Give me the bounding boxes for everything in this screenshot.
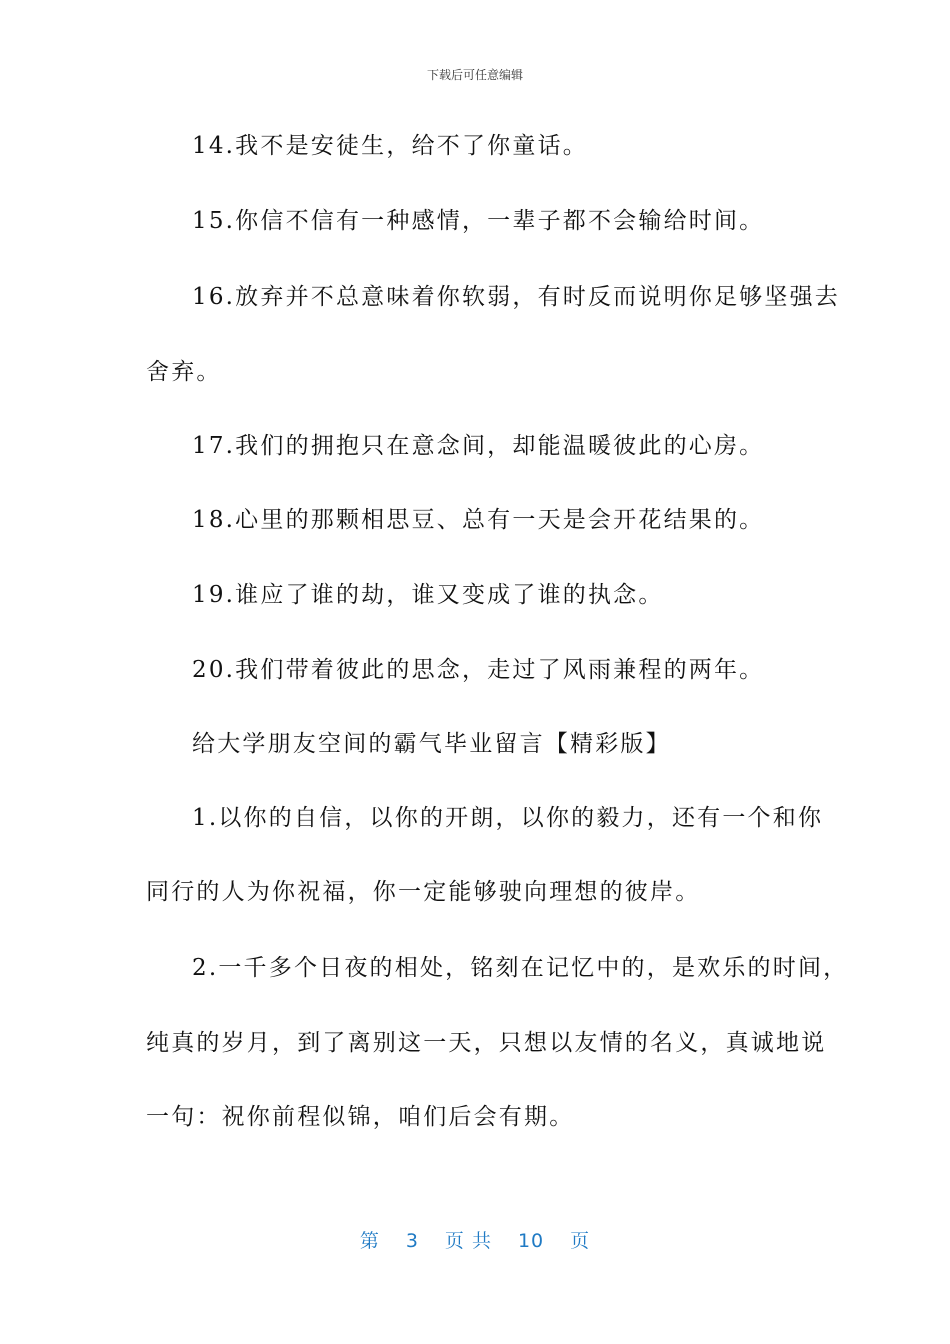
paragraph-line-1: 1.以你的自信，以你的开朗，以你的毅力，还有一个和你 <box>192 805 824 831</box>
page-number: 3 <box>405 1230 419 1252</box>
paragraph-line-1-cont: 同行的人为你祝福，你一定能够驶向理想的彼岸。 <box>146 879 701 905</box>
footer-prefix: 第 <box>359 1230 380 1252</box>
paragraph-line-18: 18.心里的那颗相思豆、总有一天是会开花结果的。 <box>192 507 765 533</box>
paragraph-line-15: 15.你信不信有一种感情，一辈子都不会输给时间。 <box>192 208 765 234</box>
paragraph-line-19: 19.谁应了谁的劫，谁又变成了谁的执念。 <box>192 582 664 608</box>
footer-middle: 页 共 <box>444 1230 492 1252</box>
paragraph-line-2-end: 一句：祝你前程似锦，咱们后会有期。 <box>146 1104 575 1130</box>
section-heading: 给大学朋友空间的霸气毕业留言【精彩版】 <box>192 731 671 757</box>
paragraph-line-17: 17.我们的拥抱只在意念间，却能温暖彼此的心房。 <box>192 433 765 459</box>
page-footer <box>0 1226 950 1253</box>
paragraph-line-20: 20.我们带着彼此的思念，走过了风雨兼程的两年。 <box>192 657 765 683</box>
paragraph-line-16-cont: 舍弃。 <box>146 359 222 385</box>
paragraph-line-16: 16.放弃并不总意味着你软弱，有时反而说明你足够坚强去 <box>192 284 840 310</box>
paragraph-line-2-cont: 纯真的岁月，到了离别这一天，只想以友情的名义，真诚地说 <box>146 1030 827 1056</box>
paragraph-line-2: 2.一千多个日夜的相处，铭刻在记忆中的，是欢乐的时间， <box>192 955 849 981</box>
total-pages: 10 <box>517 1230 545 1252</box>
header-note: 下载后可任意编辑 <box>426 68 523 82</box>
paragraph-line-14: 14.我不是安徒生，给不了你童话。 <box>192 133 588 159</box>
footer-suffix: 页 <box>570 1230 591 1252</box>
